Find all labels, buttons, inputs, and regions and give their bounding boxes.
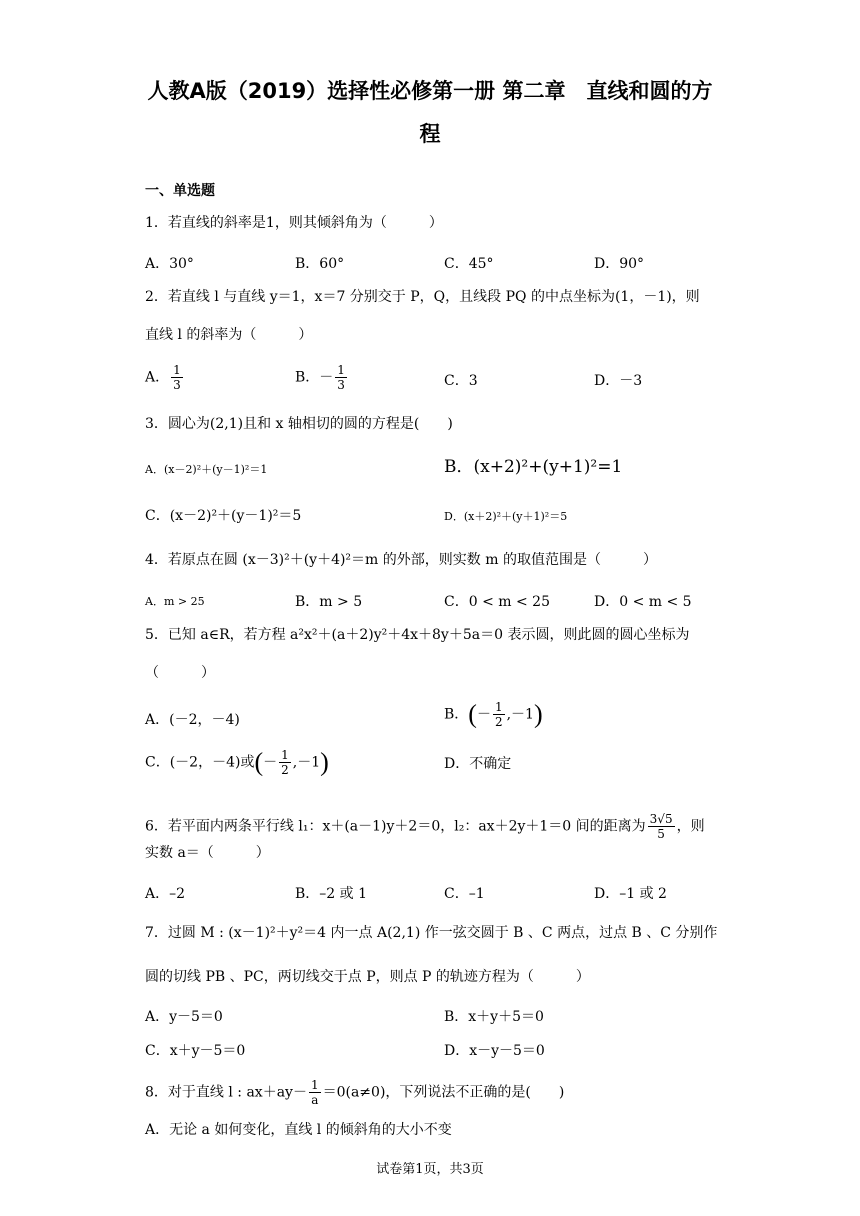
- page-title-line2: 程: [419, 122, 441, 146]
- denominator: 3: [337, 378, 345, 392]
- question-5-stem-line2: （ ）: [145, 665, 215, 681]
- q6-option-c: C．–1: [444, 886, 485, 902]
- q8-option-a: A．无论 a 如何变化，直线 l 的倾斜角的大小不变: [145, 1122, 452, 1138]
- q5-option-b: [444, 700, 543, 729]
- question-3-stem: 3．圆心为(2,1)且和 x 轴相切的圆的方程是( ): [145, 416, 453, 432]
- q6-option-d: D．–1 或 2: [594, 886, 667, 902]
- coord-rest: ,－1: [292, 754, 321, 771]
- q5-option-c-label: C．(－2，－4)或: [145, 754, 255, 771]
- q7-option-c: C．x＋y－5＝0: [145, 1043, 246, 1059]
- left-paren: (: [254, 747, 264, 777]
- question-6-stem-line1: [145, 812, 705, 841]
- numerator: 3√5: [649, 812, 673, 826]
- q4-option-b: B．m > 5: [295, 594, 363, 610]
- page-title-line1: 人教A版（2019）选择性必修第一册 第二章 直线和圆的方: [147, 79, 713, 103]
- stem-text: ＝0(a≠0)，下列说法不正确的是( ): [322, 1084, 565, 1101]
- fraction: [335, 363, 347, 392]
- question-7-stem-line2: 圆的切线 PB 、PC，两切线交于点 P，则点 P 的轨迹方程为（ ）: [145, 969, 590, 985]
- section-heading: 一、单选题: [145, 183, 215, 199]
- numerator: 1: [281, 748, 289, 762]
- question-5-stem-line1: 5．已知 a∈R，若方程 a²x²＋(a＋2)y²＋4x＋8y＋5a＝0 表示圆，则此圆的圆心坐标为: [145, 627, 690, 643]
- fraction: [493, 700, 505, 729]
- q4-option-c: C．0 < m < 25: [444, 594, 550, 610]
- fraction: [309, 1078, 321, 1107]
- question-8-stem: [145, 1078, 564, 1107]
- q6-option-b: B．–2 或 1: [295, 886, 368, 902]
- right-paren: ): [320, 747, 329, 777]
- q4-option-a: A．m > 25: [145, 595, 205, 608]
- q3-option-a: A．(x－2)²＋(y－1)²＝1: [145, 463, 268, 476]
- fraction: [171, 363, 183, 392]
- question-1-stem: 1．若直线的斜率是1，则其倾斜角为（ ）: [145, 215, 443, 231]
- question-6-stem-line2: 实数 a＝（ ）: [145, 845, 270, 861]
- question-2-stem-line2: 直线 l 的斜率为（ ）: [145, 327, 313, 343]
- q7-option-a: A．y－5＝0: [145, 1009, 223, 1025]
- question-4-stem: 4．若原点在圆 (x－3)²＋(y＋4)²＝m 的外部，则实数 m 的取值范围是（ ）: [145, 552, 657, 568]
- q3-option-d: D．(x＋2)²＋(y＋1)²＝5: [444, 510, 568, 523]
- q2-option-a: [145, 363, 185, 392]
- q4-option-d: D．0 < m < 5: [594, 594, 692, 610]
- denominator: 2: [494, 715, 503, 729]
- numerator: 1: [173, 363, 181, 377]
- stem-text: 8．对于直线 l : ax＋ay－: [145, 1084, 307, 1101]
- q5-option-b-label: B．: [444, 706, 469, 723]
- q1-option-d: D．90°: [594, 256, 645, 272]
- q7-option-d: D．x－y－5＝0: [444, 1043, 545, 1059]
- q1-option-b: B．60°: [295, 256, 345, 272]
- q1-option-a: A．30°: [145, 256, 194, 272]
- q7-option-b: B．x＋y＋5＝0: [444, 1009, 544, 1025]
- numerator: 1: [337, 363, 345, 377]
- q3-option-b: B．(x+2)²+(y+1)²=1: [444, 457, 623, 477]
- stem-text: 6．若平面内两条平行线 l₁：x＋(a－1)y＋2＝0，l₂：ax＋2y＋1＝0 间的距离为: [145, 818, 646, 835]
- stem-text: ，则: [676, 818, 705, 835]
- q2-option-d: D．－3: [594, 373, 643, 389]
- numerator: 1: [310, 1078, 319, 1092]
- sign: －: [263, 754, 278, 771]
- question-2-stem-line1: 2．若直线 l 与直线 y＝1，x＝7 分别交于 P，Q，且线段 PQ 的中点坐标为(1，－1)，则: [145, 289, 700, 305]
- numerator: 1: [494, 700, 503, 714]
- q6-option-a: A．–2: [145, 886, 186, 902]
- q2-option-c: C．3: [444, 373, 478, 389]
- right-paren: ): [533, 699, 543, 729]
- question-7-stem-line1: 7．过圆 M : (x－1)²＋y²＝4 内一点 A(2,1) 作一弦交圆于 B 、C 两点，过点 B 、C 分别作: [145, 925, 718, 941]
- q5-option-d: D．不确定: [444, 756, 512, 772]
- q5-option-c: [145, 748, 329, 777]
- q1-option-c: C．45°: [444, 256, 494, 272]
- sign: －: [476, 706, 491, 723]
- fraction: [279, 748, 291, 777]
- denominator: 2: [281, 763, 289, 777]
- denominator: 3: [173, 378, 181, 392]
- q2-option-b: [295, 363, 349, 392]
- fraction: [648, 812, 675, 841]
- q5-option-a: A．(－2，－4): [145, 712, 240, 728]
- q2-option-b-label: B．－: [295, 369, 334, 386]
- q2-option-a-label: A．: [145, 369, 170, 386]
- page-footer: 试卷第1页，共3页: [376, 1162, 484, 1177]
- denominator: a: [311, 1093, 319, 1107]
- left-paren: (: [468, 699, 477, 729]
- q3-option-c: C．(x－2)²＋(y－1)²＝5: [145, 508, 302, 524]
- denominator: 5: [657, 827, 665, 841]
- coord-rest: ,－1: [506, 706, 534, 723]
